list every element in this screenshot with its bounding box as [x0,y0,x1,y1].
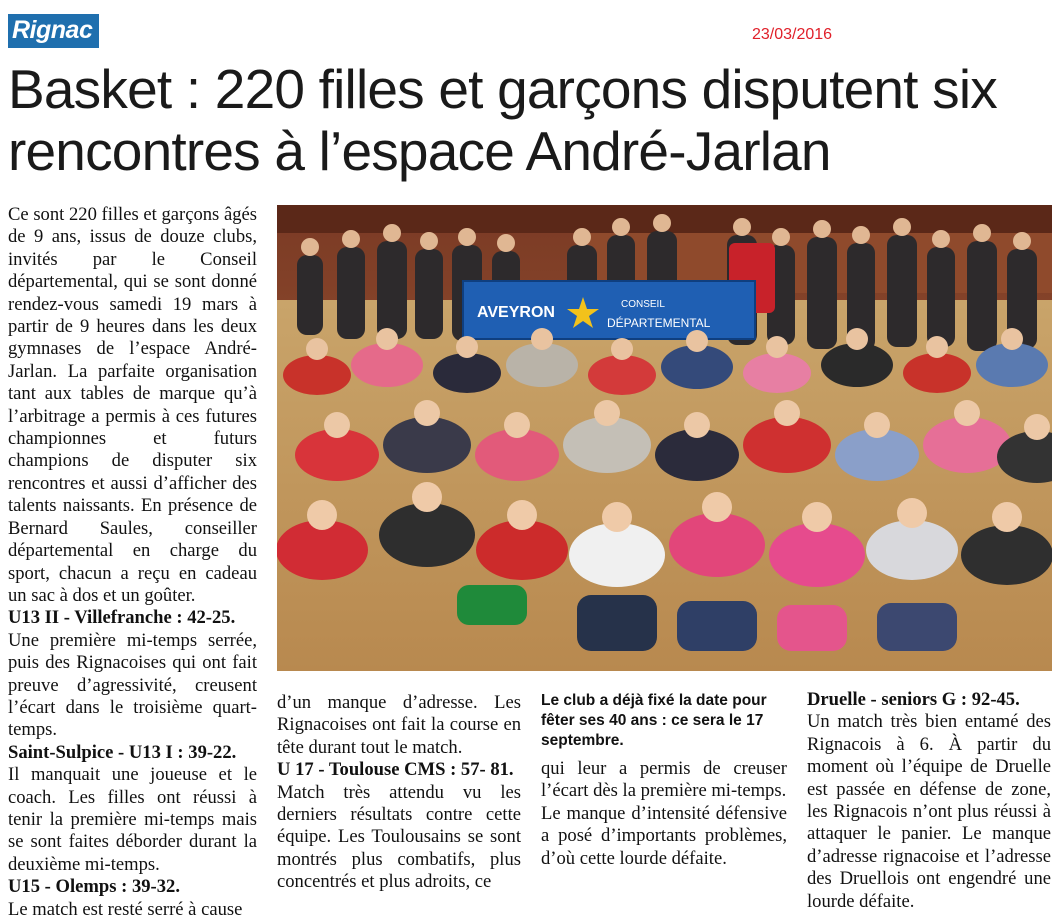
result-title: Saint-Sulpice - U13 I : 39-22. [8,741,237,763]
result-block [8,742,257,876]
result-text: Il manquait une joueuse et le coach. Les filles ont réussi à tenir la première mi-temps mais se sont faites déborder durant la deuxième mi-temps. [8,764,257,875]
result-block [8,607,257,741]
banner-text-line1: CONSEIL [621,299,665,310]
result-text: Le match est resté serré à cause [8,898,243,920]
banner-text-left: AVEYRON [477,304,555,321]
publication-date: 23/03/2016 [752,26,833,43]
result-title: Druelle - seniors G : 92-45. [807,689,1020,710]
result-block [8,876,257,921]
result-block [807,689,1051,913]
article-photo [277,205,1052,671]
article-column-4 [807,689,1051,913]
article-column-2 [277,692,521,894]
article-headline: Basket : 220 filles et garçons disputent six rencontres à l’espace André-Jarlan [8,58,997,182]
result-block [277,759,521,893]
result-title: U13 II - Villefranche : 42-25. [8,607,236,629]
result-title: U15 - Olemps : 39-32. [8,876,180,898]
continued-text: d’un manque d’adresse. Les Rignacoises ont fait la course en tête durant tout le match. [277,692,521,758]
result-text: Match très attendu vu les derniers résultats contre cette équipe. Les Toulousains se sont montrés plus combatifs, plus concentrés et plus adroits, ce [277,781,521,893]
intro-paragraph: Ce sont 220 filles et garçons âgés de 9 ans, issus de douze clubs, invités par le Conseil départemental, qui se sont donné rendez-vous samedi 19 mars à partir de 9 heures dans les deux gymnases de l’espace André-Jarlan. La parfaite organisation tant aux tables de marque qu’à l’arbitrage a permis à ces futures championnes et futurs champions de disputer six rencontres et aussi d’afficher des talents naissants. En présence de Bernard Saules, conseiller départemental en charge du sport, chacun a reçu en cadeau un sac à dos et un goûter. [8,204,257,606]
continued-text: qui leur a permis de creuser l’écart dès la première mi-temps. [541,758,787,802]
result-text: Un match très bien entamé des Rignacois à 6. À partir du moment où l’équipe de Druelle est passée en défense de zone, les Rignacois n’ont plus réussi à attaquer le panier. Le manque d’adresse rignacoise et l’adresse des Druellois ont engendré une lourde défaite. [807,711,1051,912]
paragraph: Le manque d’intensité défensive a posé d’importants problèmes, d’où cette lourde défaite. [541,802,787,869]
banner [463,281,755,339]
article-column-3 [541,758,787,870]
result-text: Une première mi-temps serrée, puis des Rignacoises qui ont fait preuve d’agressivité, creusent l’écart dans le troisième quart-temps. [8,629,257,741]
section-kicker: Rignac [8,14,99,48]
banner-text-line2: DÉPARTEMENTAL [607,316,711,330]
result-title: U 17 - Toulouse CMS : 57- 81. [277,759,514,781]
photo-caption: Le club a déjà fixé la date pour fêter ses 40 ans : ce sera le 17 septembre. [541,692,767,749]
article-column-1 [8,204,257,921]
